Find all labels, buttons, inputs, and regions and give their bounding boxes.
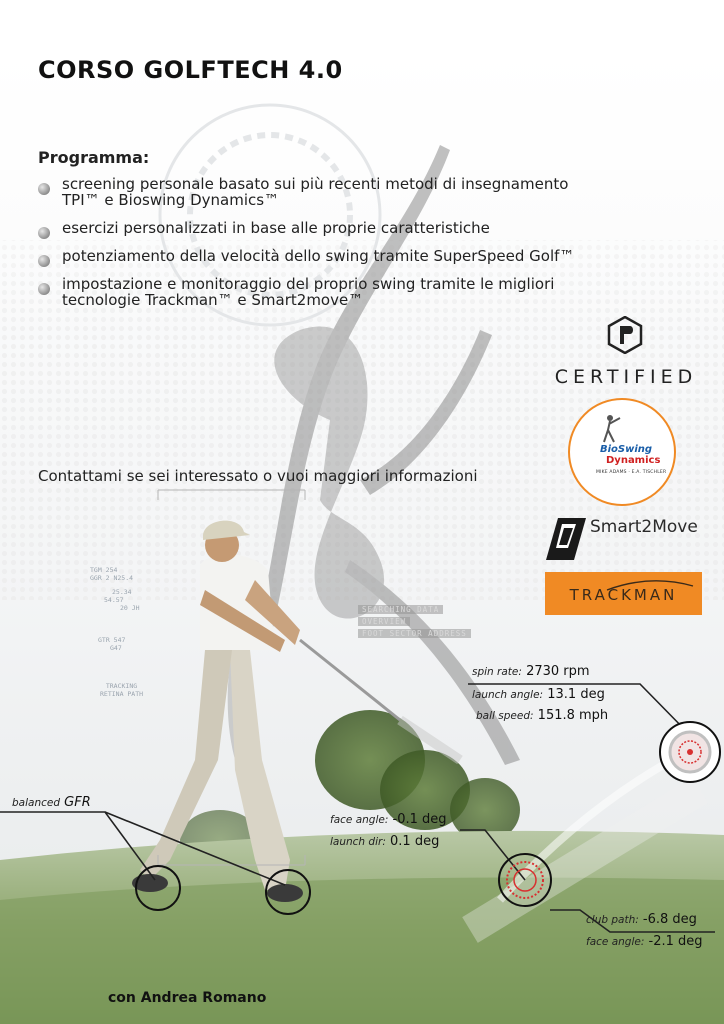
scan-label-searching: SEARCHING DATA [358, 605, 443, 614]
list-item [36, 248, 616, 264]
metric-balanced [12, 795, 91, 810]
list-item-line1: potenziamento della velocità dello swing tramite SuperSpeed Golf™ [62, 247, 575, 265]
program-heading: Programma: [38, 148, 150, 167]
smart2move-logo: Smart2Move [590, 517, 698, 537]
metric-label: launch angle: [472, 689, 544, 701]
metric-face-angle-2 [586, 934, 703, 949]
metric-value: 13.1 deg [547, 687, 605, 702]
list-item-line1: impostazione e monitoraggio del proprio swing tramite le migliori [62, 275, 555, 293]
metric-label: face angle: [330, 814, 389, 826]
program-list [36, 176, 616, 320]
metric-value: -2.1 deg [648, 934, 703, 949]
bioswing-label: BioSwing [600, 444, 653, 455]
metric-launch-angle [472, 687, 605, 702]
trackman-label: TRACKMAN [569, 586, 678, 604]
bullet-icon [38, 227, 50, 239]
hud-block-3 [100, 682, 143, 698]
list-item [36, 220, 616, 236]
metric-value: 2730 rpm [526, 664, 590, 679]
bioswing-authors: MIKE ADAMS · E.A. TISCHLER [596, 470, 667, 475]
hud-block-2 [98, 636, 125, 652]
hud-line: G47 [110, 644, 122, 652]
hud-line: 20 JH [120, 604, 140, 612]
list-item-line1: esercizi personalizzati in base alle proprie caratteristiche [62, 219, 490, 237]
metric-spin-rate [472, 664, 590, 679]
metric-label: face angle: [586, 936, 645, 948]
tpi-shield-icon [606, 316, 644, 354]
metric-value: 151.8 mph [537, 708, 609, 723]
bullet-icon [38, 183, 50, 195]
hud-block-1 [90, 566, 140, 612]
metric-label: balanced [12, 797, 61, 809]
metric-ball-speed [476, 708, 608, 723]
hud-line: TRACKING [105, 682, 138, 690]
author-signature: con Andrea Romano [108, 990, 267, 1006]
scan-label-overview: OVERVIEW [358, 617, 410, 626]
metric-value: -0.1 deg [392, 812, 447, 827]
metric-launch-dir [330, 834, 439, 849]
contact-text: Contattami se sei interessato o vuoi maggiori informazioni [38, 467, 478, 485]
hud-line: RETINA PATH [100, 690, 144, 698]
hud-line: TGM 254 [90, 566, 118, 574]
bioswing-logo [568, 398, 676, 506]
page-title: CORSO GOLFTECH 4.0 [38, 56, 343, 84]
metric-label: club path: [586, 914, 639, 926]
list-item-line2: TPI™ e Bioswing Dynamics™ [62, 191, 280, 209]
metric-value: GFR [64, 795, 91, 810]
metric-label: launch dir: [330, 836, 386, 848]
bullet-icon [38, 283, 50, 295]
hud-line: 25.34 [112, 588, 132, 596]
metric-label: ball speed: [476, 710, 534, 722]
metric-label: spin rate: [472, 666, 522, 678]
bullet-icon [38, 255, 50, 267]
trackman-logo [545, 572, 702, 615]
hud-line: GTR 547 [98, 636, 126, 644]
metric-face-angle [330, 812, 447, 827]
dynamics-label: Dynamics [606, 455, 661, 466]
golfer-logo-icon [598, 414, 624, 444]
list-item-line2: tecnologie Trackman™ e Smart2move™ [62, 291, 364, 309]
list-item-line1: screening personale basato sui più recenti metodi di insegnamento [62, 175, 569, 193]
metric-value: 0.1 deg [390, 834, 440, 849]
hud-line: 54.57 [104, 596, 124, 604]
metric-club-path [586, 912, 697, 927]
hud-line: GGR 2 N25.4 [90, 574, 134, 582]
list-item [36, 176, 616, 208]
metric-value: -6.8 deg [642, 912, 697, 927]
smart2move-icon [546, 518, 586, 560]
certified-logo: CERTIFIED [554, 366, 698, 388]
list-item [36, 276, 616, 308]
scan-label-address: FOOT SECTOR ADDRESS [358, 629, 471, 638]
